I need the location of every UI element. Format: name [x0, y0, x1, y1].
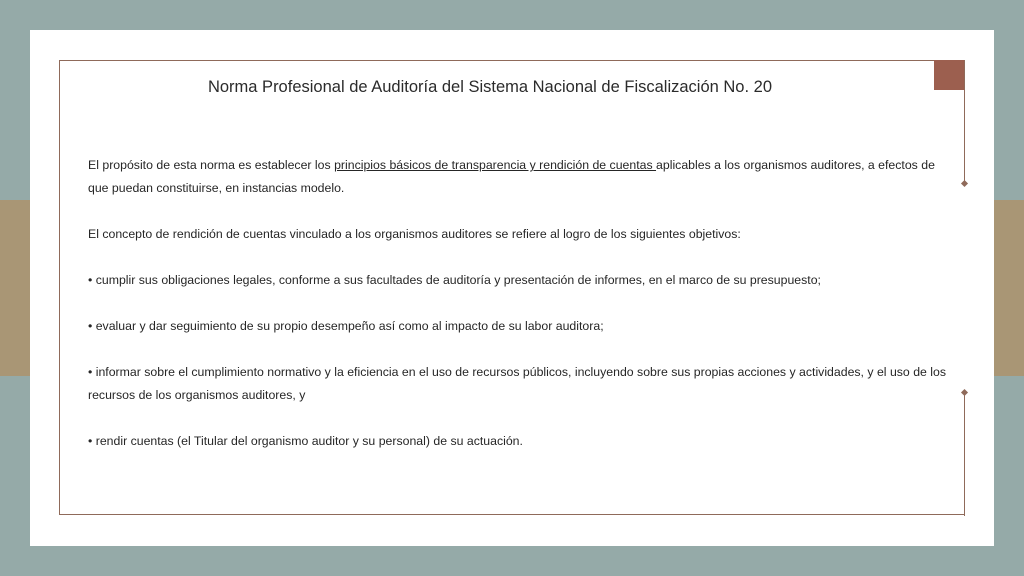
- concept-paragraph: El concepto de rendición de cuentas vinculado a los organismos auditores se refiere al logro de los siguientes objetivos:: [88, 227, 741, 241]
- accent-square: [934, 60, 964, 90]
- slide-body: [88, 154, 954, 453]
- frame-right-edge-bottom: [964, 392, 965, 516]
- slide-title: Norma Profesional de Auditoría del Sistema Nacional de Fiscalización No. 20: [207, 78, 773, 96]
- intro-text-before: El propósito de esta norma es establecer los: [88, 158, 335, 172]
- frame-right-edge-top: [964, 60, 965, 184]
- bullet-item: • rendir cuentas (el Titular del organismo auditor y su personal) de su actuación.: [88, 434, 523, 448]
- bullet-item: • cumplir sus obligaciones legales, conforme a sus facultades de auditoría y presentación de informes, en el marco de su presupuesto;: [88, 273, 821, 287]
- bullet-item: • evaluar y dar seguimiento de su propio desempeño así como al impacto de su labor auditora;: [88, 319, 604, 333]
- intro-underlined-link[interactable]: principios básicos de transparencia y rendición de cuentas: [334, 158, 657, 172]
- intro-text-after: aplicables a los organismos auditores, a efectos de que puedan constituirse, en instancias modelo.: [88, 158, 935, 195]
- decorative-band-left: [0, 200, 30, 376]
- bullet-item: • informar sobre el cumplimiento normativo y la eficiencia en el uso de recursos públicos, incluyendo sobre sus propias acciones y actividades, y el uso de los recursos de los organismos auditores, y: [88, 365, 947, 402]
- intro-paragraph: [88, 154, 954, 200]
